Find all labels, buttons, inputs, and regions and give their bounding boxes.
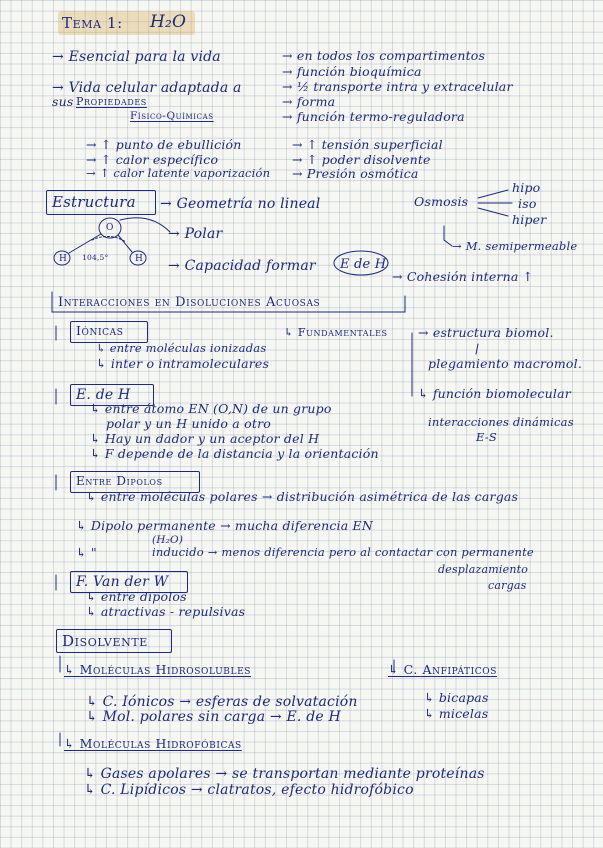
structure-semipermeable: → M. semipermeable (452, 239, 578, 253)
water-hydrogen-right-circle (130, 251, 146, 265)
osmosis-arrow-hipo (478, 190, 508, 198)
osmosis-to-membrane (444, 226, 452, 246)
property-specific-heat: → ↑ calor específico (86, 152, 219, 167)
hbond-detail-3: ↳ Hay un dador y un aceptor del H (90, 431, 320, 446)
fundamental-function: ↳ función biomolecular (418, 386, 571, 401)
atom-oxygen: O (106, 223, 114, 233)
dipoles-heading: Entre Dipolos (76, 474, 163, 488)
atom-hydrogen-left: H (59, 254, 68, 264)
structure-geometry: → Geometría no lineal (160, 196, 321, 212)
structure-cohesion: → Cohesión interna ↑ (392, 269, 534, 284)
bond-angle: 104,5° (82, 253, 109, 262)
amphipathic-heading: ↳ C. Anfipáticos (388, 662, 498, 677)
dipoles-water: (H₂O) (152, 534, 184, 546)
fundamentals-down-arrow (476, 344, 478, 354)
solvent-heading: Disolvente (62, 632, 148, 650)
structure-osmosis: Osmosis (414, 194, 469, 209)
title-subject: H₂O (150, 12, 187, 32)
hbond-detail-4: ↳ F depende de la distancia y la orientación (90, 446, 379, 461)
ionic-heading: Iónicas (76, 323, 124, 338)
fundamental-heading: ↳ Fundamentales (284, 326, 388, 339)
hbond-detail-2: polar y un H unido a otro (106, 416, 271, 431)
fundamental-folding: plegamiento macromol. (428, 356, 583, 371)
property-surface-tension: → ↑ tensión superficial (292, 137, 443, 152)
fundamental-dynamic: interacciones dinámicas (428, 415, 574, 429)
property-latent-heat: → ↑ calor latente vaporización (86, 166, 271, 180)
hbond-heading: E. de H (76, 387, 131, 403)
fundamental-es: E-S (476, 430, 497, 444)
fundamental-structure: → estructura biomol. (418, 325, 554, 340)
dipoles-displacement: desplazamiento (438, 563, 529, 576)
ionic-detail-2: ↳ inter o intramoleculares (96, 356, 270, 371)
structure-capacity: → Capacidad formar (168, 258, 316, 274)
property-osmotic-pressure: → Presión osmótica (292, 166, 419, 181)
structure-iso: iso (518, 196, 537, 211)
vdw-detail-2: ↳ atractivas - repulsivas (86, 604, 246, 619)
water-bond-left (69, 234, 101, 253)
title-tema: Tema 1: (62, 14, 123, 32)
property-solvent-power: → ↑ poder disolvente (292, 152, 431, 167)
dipoles-permanent: ↳ Dipolo permanente → mucha diferencia EN (76, 518, 374, 533)
hydrosoluble-ionic: ↳ C. Iónicos → esferas de solvatación (86, 694, 358, 710)
hydrophobic-gases: ↳ Gases apolares → se transportan mediante proteínas (84, 766, 485, 782)
hydrophobic-heading: ↳ Moléculas Hidrofóbicas (64, 736, 242, 751)
osmosis-arrow-hiper (478, 208, 508, 216)
structure-hiper: hiper (512, 212, 547, 227)
hydrogen-bond-bubble (334, 251, 388, 275)
dipoles-charges: cargas (488, 579, 527, 592)
intro-properties-caps: Propiedades (76, 95, 147, 108)
hydrophobic-lipids: ↳ C. Lipídicos → clatratos, efecto hidrofóbico (84, 782, 414, 798)
dipoles-induced: inducido → menos diferencia pero al contactar con permanente (152, 545, 534, 559)
ionic-detail-1: ↳ entre moléculas ionizadas (96, 341, 267, 355)
structure-polar: → Polar (168, 226, 223, 242)
intro-line-3-right: → ½ transporte intra y extracelular (282, 79, 513, 94)
intro-line-1-right: → en todos los compartimentos (282, 48, 486, 63)
intro-line-4-prefix: sus (52, 94, 74, 109)
vdw-detail-1: ↳ entre dipolos (86, 589, 187, 604)
intro-line-1-left: → Esencial para la vida (52, 49, 221, 65)
intro-line-3-left: → Vida celular adaptada a (52, 80, 242, 96)
water-bond-right (118, 235, 132, 252)
intro-line-2-right: → función bioquímica (282, 64, 422, 79)
hbond-detail-1: ↳ entre átomo EN (O,N) de un grupo (90, 401, 332, 416)
intro-line-5-right: → función termo-reguladora (282, 109, 465, 124)
atom-hydrogen-right: H (135, 254, 144, 264)
property-boiling-point: → ↑ punto de ebullición (86, 137, 242, 152)
structure-heading: Estructura (52, 193, 136, 211)
structure-hydrogen-bond: E de H (340, 257, 387, 272)
dipoles-detail-1: ↳ entre moléculas polares → distribución asimétrica de las cargas (86, 489, 519, 504)
amphipathic-bilayers: ↳ bicapas (424, 690, 489, 705)
polar-arrow-curve (120, 218, 170, 232)
interactions-heading-bracket (52, 292, 405, 312)
amphipathic-micelles: ↳ micelas (424, 706, 489, 721)
structure-hipo: hipo (512, 180, 541, 195)
intro-physico-chemical: Físico-Químicas (130, 110, 214, 122)
dipoles-ditto: ↳ " (76, 545, 97, 560)
intro-line-4-right: → forma (282, 94, 336, 109)
interactions-heading: Interacciones en Disoluciones Acuosas (58, 295, 321, 310)
vdw-heading: F. Van der W (76, 574, 169, 590)
hydrosoluble-polar: ↳ Mol. polares sin carga → E. de H (86, 709, 341, 725)
hydrosoluble-heading: ↳ Moléculas Hidrosolubles (64, 662, 252, 677)
water-angle-arc (92, 236, 126, 242)
water-hydrogen-left-circle (54, 251, 70, 265)
